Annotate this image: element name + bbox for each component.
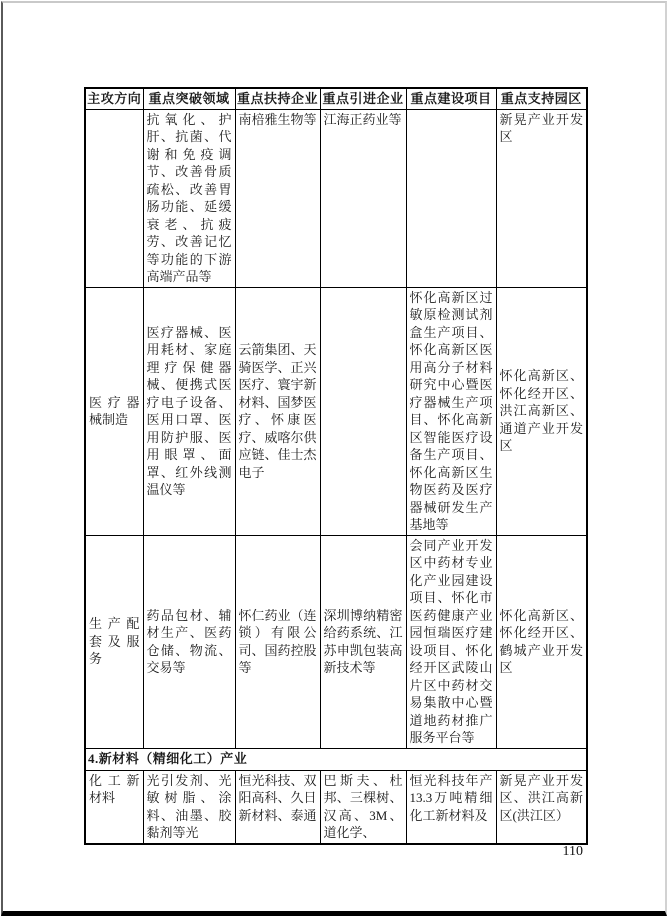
table-row-production-support (85, 535, 587, 748)
table-cell: 生产配套及服务 (85, 535, 143, 748)
page-number: 110 (562, 844, 583, 859)
table-cell: 光引发剂、光敏树脂、涂料、油墨、胶黏剂等光 (143, 770, 235, 844)
table-cell: 南棓雅生物等 (235, 109, 320, 287)
section-title: 4.新材料（精细化工）产业 (85, 748, 587, 770)
industry-plan-table (84, 87, 588, 845)
column-header-breakthrough-areas: 重点突破领域 (143, 88, 235, 109)
table-cell: 医疗器械制造 (85, 287, 143, 535)
table-section-row-new-materials (85, 748, 587, 770)
table-row-medical-devices (85, 287, 587, 535)
table-cell: 药品包材、辅材生产、医药仓储、物流、交易等 (143, 535, 235, 748)
table-cell: 江海正药业等 (320, 109, 406, 287)
table-cell: 化工新材料 (85, 770, 143, 844)
table-cell (85, 109, 143, 287)
table-cell: 恒光科技年产13.3万吨精细化工新材料及 (406, 770, 496, 844)
table-cell: 会同产业开发区中药材专业化产业园建设项目、怀化市医药健康产业园恒瑞医疗建设项目、怀化经开区武陵山片区中药材交易集散中心暨道地药材推广服务平台等 (406, 535, 496, 748)
table-cell: 云箭集团、天骑医学、正兴医疗、寰宇新材料、国梦医疗、怀康医疗、威喀尔供应链、佳士杰电子 (235, 287, 320, 535)
table-cell: 医疗器械、医用耗材、家庭理疗保健器械、便携式医疗电子设备、医用口罩、医用防护服、医用眼罩、面罩、红外线测温仪等 (143, 287, 235, 535)
table-cell: 新晃产业开发区 (496, 109, 587, 287)
table-cell (320, 287, 406, 535)
table-cell: 怀化高新区、怀化经开区、洪江高新区、通道产业开发区 (496, 287, 587, 535)
column-header-main-direction: 主攻方向 (85, 88, 143, 109)
column-header-supported-parks: 重点支持园区 (496, 88, 587, 109)
table-cell (406, 109, 496, 287)
table-header-row (85, 88, 587, 109)
table-cell: 抗氧化、护肝、抗菌、代谢和免疫调节、改善骨质疏松、改善胃肠功能、延缓衰老、抗疲劳、改善记忆等功能的下游高端产品等 (143, 109, 235, 287)
table-cell: 怀化高新区、怀化经开区、鹤城产业开发区 (496, 535, 587, 748)
table-cell: 怀仁药业（连锁）有限公司、国药控股等 (235, 535, 320, 748)
table-cell: 恒光科技、双阳高科、久日新材料、泰通 (235, 770, 320, 844)
table-cell: 巴斯夫、杜邦、三棵树、汉高、3M、道化学、 (320, 770, 406, 844)
table-row-chemical-new-materials (85, 770, 587, 844)
table-cell: 新晃产业开发区、洪江高新区(洪江区） (496, 770, 587, 844)
column-header-construction-projects: 重点建设项目 (406, 88, 496, 109)
table-cell: 深圳博纳精密给药系统、江苏申凯包装高新技术等 (320, 535, 406, 748)
column-header-introduced-enterprises: 重点引进企业 (320, 88, 406, 109)
table-row-health-products (85, 109, 587, 287)
column-header-supported-enterprises: 重点扶持企业 (235, 88, 320, 109)
table-cell: 怀化高新区过敏原检测试剂盒生产项目、怀化高新区医用高分子材料研究中心暨医疗器械生产项目、怀化高新区智能医疗设备生产项目、怀化高新区生物医药及医疗器械研发生产基地等 (406, 287, 496, 535)
